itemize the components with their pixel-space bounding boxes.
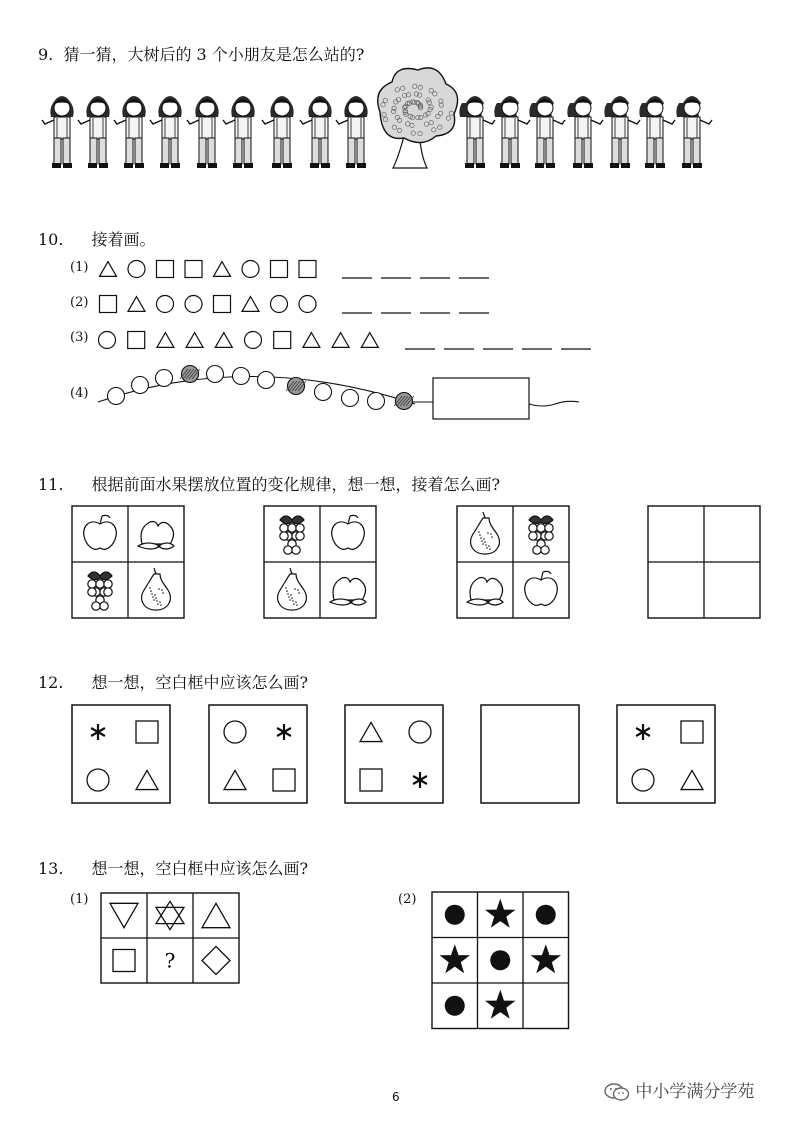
q10-number: 10. [38, 230, 64, 249]
q13-text: 想一想，空白框中应该怎么画? [91, 859, 309, 878]
q10-text: 接着画。 [91, 230, 156, 249]
q9-text: 猜一猜，大树后的 3 个小朋友是怎么站的? [63, 45, 365, 64]
question-mark: ? [164, 948, 176, 973]
q13-label-2: (2) [398, 892, 417, 907]
page-number: 6 [392, 1090, 400, 1104]
dot-shape [490, 950, 510, 970]
q10-label-4: (4) [70, 386, 89, 401]
q12-number: 12. [38, 673, 64, 692]
watermark [604, 1077, 754, 1102]
wechat-icon [604, 1082, 630, 1102]
q10-label-3: (3) [70, 330, 89, 345]
dot-shape [445, 996, 465, 1016]
q11-text: 根据前面水果摆放位置的变化规律，想一想，接着怎么画? [91, 475, 501, 494]
q13-grid-2 [432, 892, 569, 1029]
q10-label-2: (2) [70, 295, 89, 310]
q11-number: 11. [38, 475, 64, 494]
q12-text: 想一想，空白框中应该怎么画? [91, 673, 309, 692]
q9-number: 9. [38, 45, 54, 64]
watermark-text: 中小学满分学苑 [635, 1082, 755, 1102]
dot-shape [445, 905, 465, 925]
q10-label-1: (1) [70, 260, 89, 275]
dot-shape [536, 905, 556, 925]
q13-grid-1 [101, 893, 239, 983]
q13-label-1: (1) [70, 892, 89, 907]
q13-number: 13. [38, 859, 64, 878]
